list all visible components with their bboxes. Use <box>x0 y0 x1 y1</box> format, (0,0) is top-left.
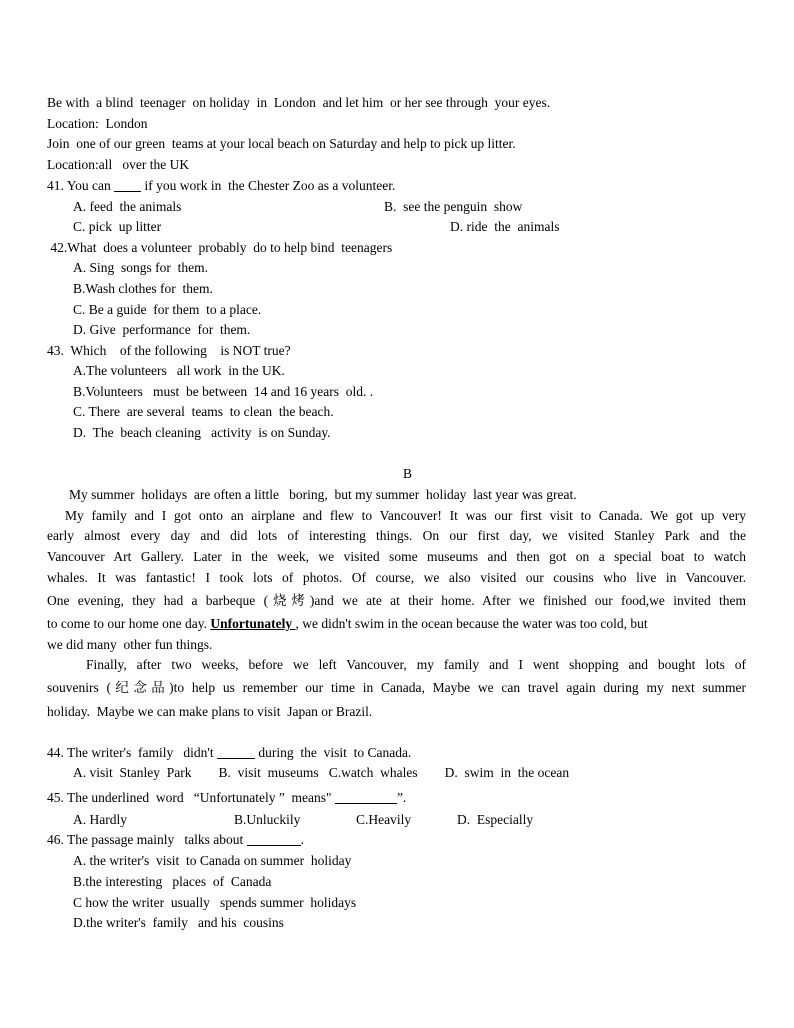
q46-option-c: C how the writer usually spends summer holidays <box>73 895 357 910</box>
section-heading: B <box>403 466 413 481</box>
passage-p3-line-1: Finally, after two weeks, before we left Vancouver, my family and I went shopping and bought lots of <box>86 657 746 672</box>
q45-option-a: A. Hardly <box>73 812 127 827</box>
answer-blank <box>247 832 301 846</box>
q41-option-b: B. see the penguin show <box>384 199 523 214</box>
passage-p2-line-5: One evening, they had a barbeque (烧烤)and we ate at their home. After we finished our food,we invited them <box>47 593 746 608</box>
question-44-stem: 44. The writer's family didn't during the visit to Canada. <box>47 745 412 760</box>
q43-option-a: A.The volunteers all work in the UK. <box>73 363 285 378</box>
passage-p2-line-1: My family and I got onto an airplane and flew to Vancouver! It was our first visit to Canada. We got up very <box>65 508 746 523</box>
q44-options: A. visit Stanley Park B. visit museums C.watch whales D. swim in the ocean <box>73 765 570 780</box>
question-45-stem: 45. The underlined word “Unfortunately ” means" ”. <box>47 790 407 805</box>
q41-option-d: D. ride the animals <box>450 219 560 234</box>
passage-p2-line-6: to come to our home one day. Unfortunately , we didn't swim in the ocean because the water was too cold, but <box>47 616 648 631</box>
q42-option-a: A. Sing songs for them. <box>73 260 208 275</box>
q43-option-c: C. There are several teams to clean the beach. <box>73 404 334 419</box>
q43-option-d: D. The beach cleaning activity is on Sunday. <box>73 425 331 440</box>
passage-p3-line-2: souvenirs (纪念品)to help us remember our time in Canada, Maybe we can travel again during my next summer <box>47 680 746 695</box>
question-41-stem: 41. You can if you work in the Chester Zoo as a volunteer. <box>47 178 396 193</box>
intro-line-1: Be with a blind teenager on holiday in London and let him or her see through your eyes. <box>47 95 551 110</box>
q45-option-d: D. Especially <box>457 812 534 827</box>
q41-option-a: A. feed the animals <box>73 199 182 214</box>
q46-option-b: B.the interesting places of Canada <box>73 874 272 889</box>
q45-option-b: B.Unluckily <box>234 812 301 827</box>
passage-p3-line-3: holiday. Maybe we can make plans to visit Japan or Brazil. <box>47 704 373 719</box>
intro-line-3: Join one of our green teams at your local beach on Saturday and help to pick up litter. <box>47 136 516 151</box>
q42-option-c: C. Be a guide for them to a place. <box>73 302 262 317</box>
underlined-word: Unfortunately <box>210 616 296 631</box>
answer-blank <box>217 745 255 759</box>
q42-option-b: B.Wash clothes for them. <box>73 281 213 296</box>
answer-blank <box>114 178 141 192</box>
q46-option-d: D.the writer's family and his cousins <box>73 915 284 930</box>
q42-option-d: D. Give performance for them. <box>73 322 251 337</box>
passage-p2-line-4: whales. It was fantastic! I took lots of photos. Of course, we also visited our cousins who live in Vancouver. <box>47 570 746 585</box>
q45-option-c: C.Heavily <box>356 812 412 827</box>
answer-blank <box>335 790 397 804</box>
q43-option-b: B.Volunteers must be between 14 and 16 years old. . <box>73 384 374 399</box>
passage-p2-line-3: Vancouver Art Gallery. Later in the week, we visited some museums and then got on a special boat to watch <box>47 549 746 564</box>
passage-p1: My summer holidays are often a little boring, but my summer holiday last year was great. <box>69 487 577 502</box>
q41-option-c: C. pick up litter <box>73 219 162 234</box>
passage-p2-line-2: early almost every day and did lots of interesting things. On our first day, we visited Stanley Park and the <box>47 528 746 543</box>
question-46-stem: 46. The passage mainly talks about . <box>47 832 304 847</box>
q46-option-a: A. the writer's visit to Canada on summer holiday <box>73 853 352 868</box>
question-43-stem: 43. Which of the following is NOT true? <box>47 343 291 358</box>
question-42-stem: 42.What does a volunteer probably do to help bind teenagers <box>47 240 393 255</box>
passage-p2-line-7: we did many other fun things. <box>47 637 213 652</box>
intro-line-2: Location: London <box>47 116 148 131</box>
intro-line-4: Location:all over the UK <box>47 157 190 172</box>
